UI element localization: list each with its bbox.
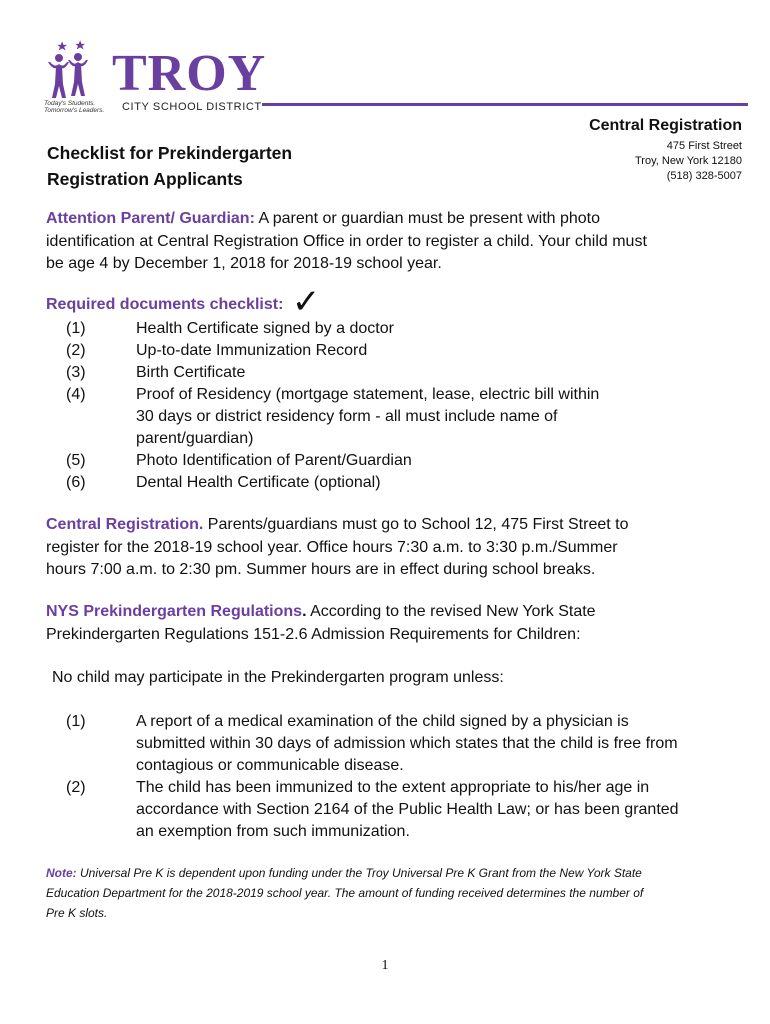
nys-regulations-paragraph (46, 601, 746, 646)
star-icon (57, 41, 67, 50)
list-item-text: Proof of Residency (mortgage statement, lease, electric bill within (136, 386, 600, 403)
conditions-list (46, 711, 746, 843)
header-divider (262, 103, 748, 106)
required-docs-list (46, 318, 746, 494)
nys-regulations-period: . (302, 603, 307, 620)
attention-label: Attention Parent/ Guardian: (46, 210, 255, 227)
note-text: Universal Pre K is dependent upon funding under the Troy Universal Pre K Grant from the New York State (76, 866, 642, 880)
contact-city: Troy, New York 12180 (634, 155, 742, 167)
funding-note (46, 863, 746, 923)
note-text: Pre K slots. (46, 906, 108, 920)
list-item-number: (2) (66, 779, 86, 796)
list-item (46, 450, 746, 472)
checkmark-icon: ✓ (291, 282, 321, 322)
nys-regulations-label: NYS Prekindergarten Regulations (46, 603, 303, 620)
list-item-text: The child has been immunized to the extent appropriate to his/her age in (136, 779, 650, 796)
list-item-text: Health Certificate signed by a doctor (136, 320, 394, 337)
required-docs-label: Required documents checklist: (46, 296, 284, 313)
list-item (46, 384, 746, 450)
list-item-number: (1) (66, 320, 86, 337)
star-icon (75, 40, 85, 49)
list-item-number: (3) (66, 364, 86, 381)
list-item-text: Photo Identification of Parent/Guardian (136, 452, 412, 469)
list-item-text: contagious or communicable disease. (136, 757, 404, 774)
no-child-statement: No child may participate in the Prekindergarten program unless: (52, 669, 504, 686)
logo-tagline (44, 100, 104, 114)
list-item-text: Dental Health Certificate (optional) (136, 474, 381, 491)
logo-tagline-line-1: Today's Students. (44, 100, 96, 107)
nys-regulations-text: Prekindergarten Regulations 151-2.6 Admission Requirements for Children: (46, 625, 581, 643)
note-label: Note: (46, 866, 77, 880)
document-title (47, 140, 292, 192)
list-item-number: (4) (66, 386, 86, 403)
list-item-text: submitted within 30 days of admission which states that the child is free from (136, 735, 678, 752)
contact-title: Central Registration (589, 117, 742, 134)
attention-text: A parent or guardian must be present with photo (254, 210, 601, 227)
central-registration-text: register for the 2018-19 school year. Office hours 7:30 a.m. to 3:30 p.m./Summer (46, 538, 618, 556)
list-item-text: Birth Certificate (136, 364, 246, 381)
note-text: Education Department for the 2018-2019 school year. The amount of funding received determines the number of (46, 886, 644, 900)
list-item-text: an exemption from such immunization. (136, 823, 410, 840)
central-registration-text: hours 7:00 a.m. to 2:30 pm. Summer hours are in effect during school breaks. (46, 561, 596, 578)
logo-wordmark: TROY (112, 45, 267, 102)
attention-text: identification at Central Registration Office in order to register a child. Your child must (46, 232, 647, 250)
contact-block (589, 117, 742, 184)
list-item-text: parent/guardian) (136, 430, 254, 447)
logo-tagline-line-2: Tomorrow's Leaders. (44, 107, 105, 114)
logo-subtitle: CITY SCHOOL DISTRICT (122, 101, 262, 113)
list-item-number: (6) (66, 474, 86, 491)
contact-street: 475 First Street (666, 140, 742, 152)
list-item-number: (2) (66, 342, 86, 359)
document-title-line-2: Registration Applicants (47, 169, 243, 189)
central-registration-text: Parents/guardians must go to School 12, 475 First Street to (203, 516, 629, 533)
district-logo (42, 40, 282, 116)
contact-phone: (518) 328-5007 (666, 170, 742, 182)
list-item (46, 362, 746, 384)
list-item-text: Up-to-date Immunization Record (136, 342, 368, 359)
list-item-text: 30 days or district residency form - all must include name of (136, 408, 558, 425)
list-item (46, 777, 746, 843)
list-item-text: A report of a medical examination of the child signed by a physician is (136, 713, 629, 730)
list-item-number: (1) (66, 713, 86, 730)
required-docs-heading (46, 282, 746, 322)
document-title-line-1: Checklist for Prekindergarten (47, 143, 293, 163)
list-item (46, 340, 746, 362)
page-number: 1 (381, 958, 389, 973)
attention-text: be age 4 by December 1, 2018 for 2018-19 school year. (46, 255, 442, 272)
attention-paragraph (46, 208, 746, 276)
list-item (46, 472, 746, 494)
list-item-number: (5) (66, 452, 86, 469)
central-registration-label: Central Registration. (46, 516, 204, 533)
list-item (46, 318, 746, 340)
central-registration-paragraph (46, 514, 746, 582)
list-item (46, 711, 746, 777)
nys-regulations-text: According to the revised New York State (306, 603, 596, 620)
list-item-text: accordance with Section 2164 of the Public Health Law; or has been granted (136, 801, 679, 818)
